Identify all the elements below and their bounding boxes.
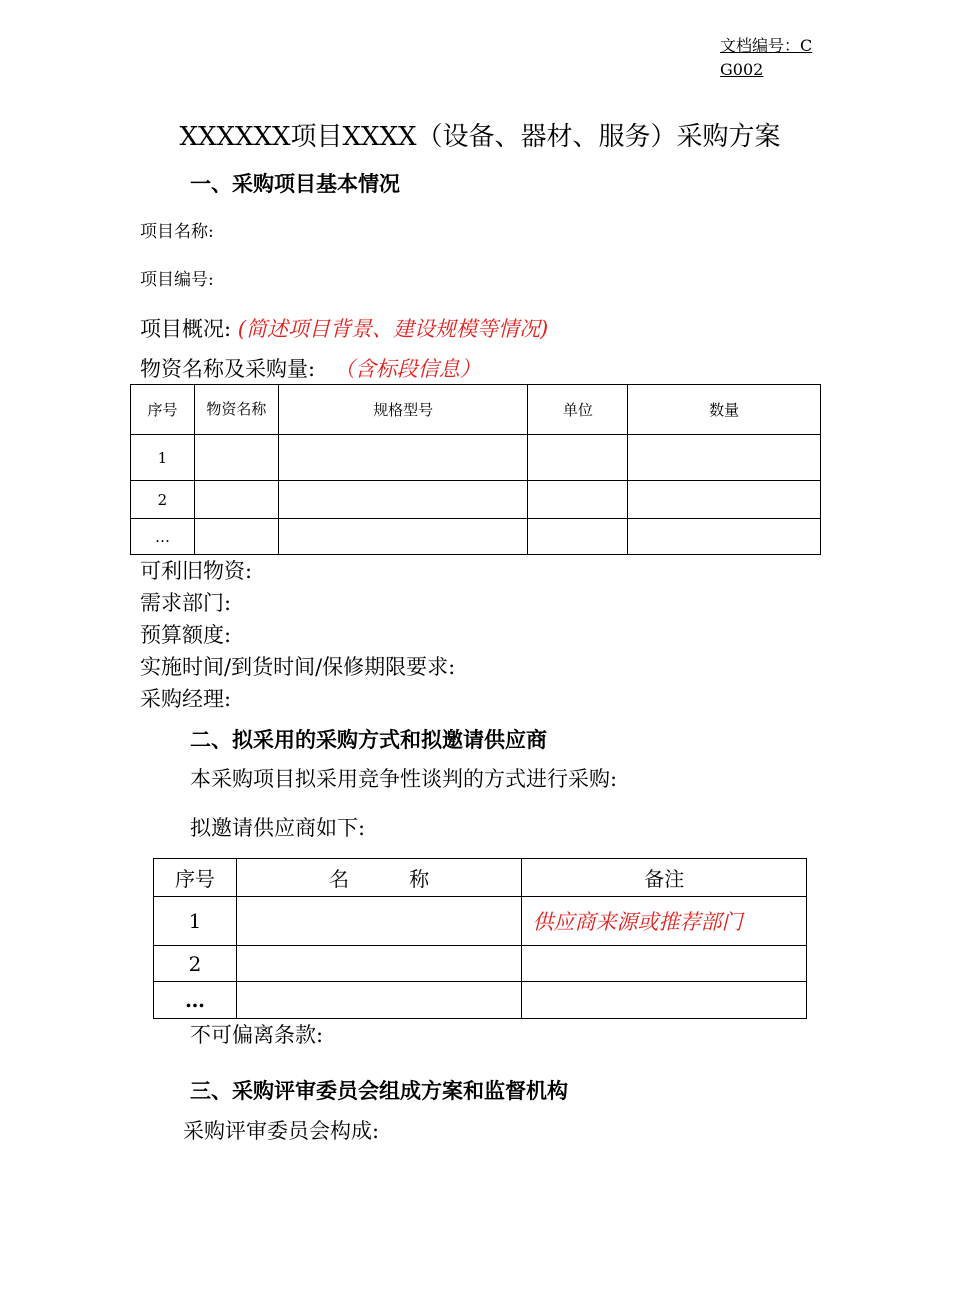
table-row [131,481,821,519]
reusable-materials-label: 可利旧物资: [140,559,253,583]
section1-heading: 一、采购项目基本情况 [190,172,400,196]
table-cell [628,435,821,481]
document-title: XXXXXX项目XXXX（设备、器材、服务）采购方案 [179,122,781,152]
table-cell [528,435,628,481]
budget-label: 预算额度: [140,623,232,647]
non-deviation-clauses: 不可偏离条款: [190,1023,324,1047]
table-cell [628,519,821,555]
header-cell: 数量 [628,385,821,435]
project-overview [140,315,548,343]
project-name-label: 项目名称: [140,222,214,242]
table-row [154,897,807,946]
table-cell [628,481,821,519]
table-cell [194,435,278,481]
table-cell: 1 [131,435,195,481]
header-cell: 备注 [522,859,807,897]
supplier-table [153,858,807,1019]
materials-note: （含标段信息） [333,357,481,381]
header-cell: 单位 [528,385,628,435]
project-number-label: 项目编号: [140,270,214,290]
table-cell [278,481,528,519]
materials-table-header [131,385,821,435]
header-cell: 名 称 [236,859,522,897]
table-cell [194,519,278,555]
table-cell [236,897,522,946]
table-cell: 1 [154,897,237,946]
table-cell: 2 [131,481,195,519]
overview-note: (简述项目背景、建设规模等情况) [237,317,549,341]
materials-table [130,384,821,555]
table-row [154,946,807,982]
header-cell: 序号 [154,859,237,897]
supplier-remark: 供应商来源或推荐部门 [522,897,807,946]
table-cell [278,519,528,555]
header-cell: 规格型号 [278,385,528,435]
table-row [131,435,821,481]
procurement-method: 本采购项目拟采用竞争性谈判的方式进行采购: [190,767,618,791]
document-number: 文档编号：CG002 [720,36,813,79]
invite-suppliers: 拟邀请供应商如下: [190,816,366,840]
table-cell [236,982,522,1019]
table-cell [528,481,628,519]
department-label: 需求部门: [140,591,232,615]
supplier-table-header [154,859,807,897]
table-row [154,982,807,1019]
overview-label: 项目概况: [140,317,232,341]
section3-heading: 三、采购评审委员会组成方案和监督机构 [190,1079,568,1103]
header-cell: 物资名称 [194,385,278,435]
table-cell [528,519,628,555]
table-cell: … [154,982,237,1019]
table-cell [194,481,278,519]
table-cell: … [131,519,195,555]
materials-label: 物资名称及采购量: [140,357,316,381]
timing-label: 实施时间/到货时间/保修期限要求: [140,655,456,679]
table-cell [278,435,528,481]
materials-line [140,355,481,383]
manager-label: 采购经理: [140,687,232,711]
section2-heading: 二、拟采用的采购方式和拟邀请供应商 [190,728,547,752]
table-row [131,519,821,555]
header-cell: 序号 [131,385,195,435]
table-cell: 2 [154,946,237,982]
table-cell [236,946,522,982]
table-cell [522,946,807,982]
table-cell [522,982,807,1019]
committee-composition: 采购评审委员会构成: [183,1119,380,1143]
